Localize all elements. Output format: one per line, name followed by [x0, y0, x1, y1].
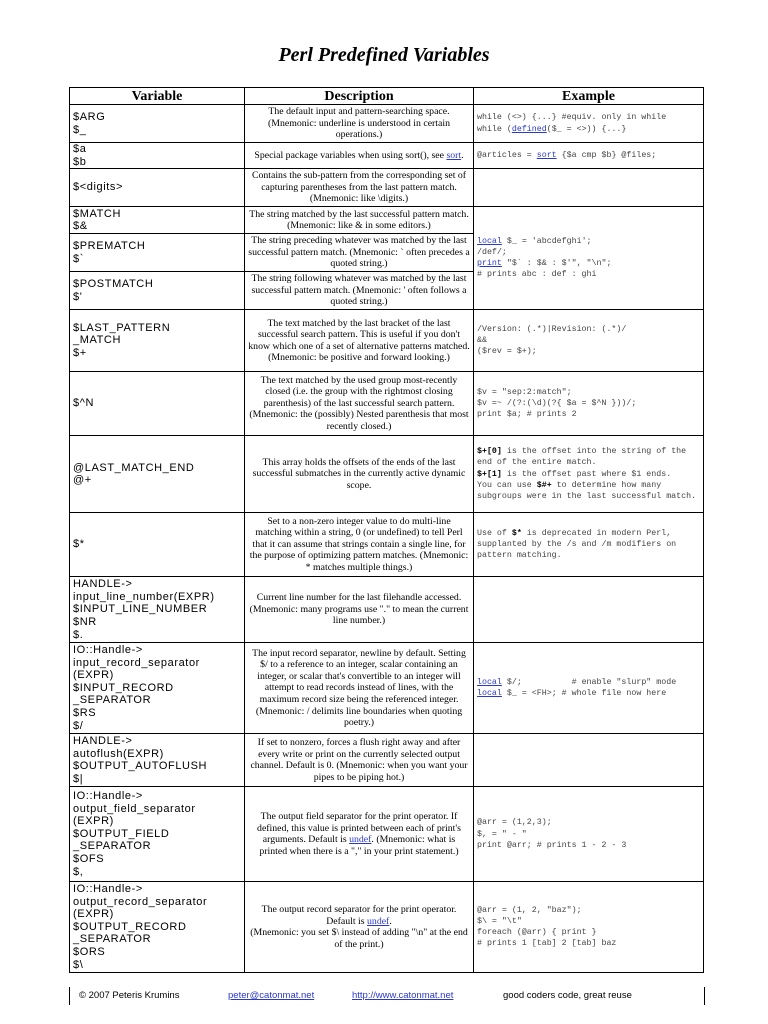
print-link[interactable]: print	[477, 259, 502, 269]
example-cell	[474, 143, 704, 169]
example-text: is deprecated in modern Perl, supplanted by the /s and /m modifiers on pattern matching.	[477, 528, 682, 561]
example-text: Use of	[477, 528, 512, 538]
description-text: . (Mnemonic: what is printed when there is a "," in your print statement.)	[259, 834, 459, 857]
page-footer	[69, 987, 705, 1005]
sort-link[interactable]: sort	[446, 149, 462, 161]
description-text: The output record separator for the print operator. Default is	[261, 904, 457, 927]
description-cell: The input record separator, newline by default. Setting $/ to a reference to an integer, scalar containing an integer, or scalar that's convertible to an integer will attempt to read records instead of lines, with the maximum record size being the referenced integer. (Mnemonic: / delimits line boundaries when quoting poetry.)	[245, 643, 474, 734]
example-line	[477, 480, 700, 503]
variable-cell: $*	[70, 513, 245, 577]
undef-link[interactable]: undef	[349, 834, 372, 846]
table-row	[70, 436, 704, 513]
description-cell: The string preceding whatever was matched by the last successful pattern match. (Mnemonic: ` often precedes a quoted string.)	[245, 234, 474, 272]
example-text: $_ = 'abcdefghi';	[501, 236, 592, 246]
example-cell	[474, 787, 704, 882]
example-cell	[474, 310, 704, 372]
variable-cell: IO::Handle-> input_record_separator (EXPR) $INPUT_RECORD _SEPARATOR $RS $/	[70, 643, 245, 734]
example-line	[477, 688, 700, 699]
motto-text: good coders code, great reuse	[503, 990, 632, 1001]
example-cell	[474, 436, 704, 513]
defined-link[interactable]: defined	[511, 124, 547, 134]
description-cell: Current line number for the last filehandle accessed. (Mnemonic: many programs use "." to mean the current line number.)	[245, 577, 474, 643]
variable-cell: IO::Handle-> output_record_separator (EXPR) $OUTPUT_RECORD _SEPARATOR $ORS $\	[70, 882, 245, 973]
description-text: Special package variables when using sort(), see	[254, 149, 447, 161]
local-link[interactable]: local	[477, 677, 502, 687]
example-line: print @arr; # prints 1 - 2 - 3	[477, 840, 627, 850]
example-line: /Version: (.*)|Revision: (.*)/	[477, 324, 627, 334]
table-row	[70, 513, 704, 577]
table-row	[70, 734, 704, 787]
description-cell: Set to a non-zero integer value to do multi-line matching within a string, 0 (or undefined) to tell Perl that it can assume that strings contain a single line, for the purpose of optimizing pattern matches. (Mnemonic: * matches multiple things.)	[245, 513, 474, 577]
description-line: (Mnemonic: you set $\ instead of adding "\n" at the end of the print.)	[250, 927, 468, 950]
description-cell: The string following whatever was matched by the last successful pattern match. (Mnemonic: ' often follows a quoted string.)	[245, 272, 474, 310]
variable-cell: IO::Handle-> output_field_separator (EXPR) $OUTPUT_FIELD _SEPARATOR $OFS $,	[70, 787, 245, 882]
description-cell: If set to nonzero, forces a flush right away and after every write or print on the currently selected output channel. Default is 0. (Mnemonic: when you want your pipes to be piping hot.)	[245, 734, 474, 787]
example-text: is the offset past where $1 ends.	[501, 469, 672, 479]
description-cell: This array holds the offsets of the ends of the last successful submatches in the currently active dynamic scope.	[245, 436, 474, 513]
example-line: # prints 1 [tab] 2 [tab] baz	[477, 939, 617, 949]
example-line: @arr = (1,2,3);	[477, 818, 552, 828]
table-row	[70, 105, 704, 143]
description-cell	[245, 882, 474, 973]
table-row	[70, 169, 704, 207]
example-cell	[474, 643, 704, 734]
description-cell: Contains the sub-pattern from the corresponding set of capturing parentheses from the last pattern match. (Mnemonic: like \digits.)	[245, 169, 474, 207]
example-cell	[474, 734, 704, 787]
example-line: /def/;	[477, 247, 507, 257]
example-text: $/; # enable "slurp" mode	[501, 677, 677, 687]
variables-table	[69, 87, 704, 973]
variable-cell: $^N	[70, 372, 245, 436]
example-text: $_ = <FH>; # whole file now here	[501, 689, 667, 699]
example-cell	[474, 882, 704, 973]
header-description: Description	[245, 88, 474, 105]
example-text: "$` : $& : $'", "\n";	[501, 259, 612, 269]
description-cell	[245, 143, 474, 169]
example-line	[477, 124, 700, 135]
table-row	[70, 882, 704, 973]
table-row	[70, 372, 704, 436]
example-line: @arr = (1, 2, "baz");	[477, 905, 582, 915]
example-cell	[474, 105, 704, 143]
example-line: &&	[477, 336, 487, 346]
variable-cell: $LAST_PATTERN _MATCH $+	[70, 310, 245, 372]
page-title: Perl Predefined Variables	[278, 44, 490, 66]
table-row	[70, 310, 704, 372]
description-cell: The text matched by the last bracket of the last successful search pattern. This is useful if you don't know which one of a set of alternative patterns matched. (Mnemonic: be positive and forward looking.)	[245, 310, 474, 372]
undef-link[interactable]: undef	[367, 915, 390, 927]
example-line	[477, 236, 700, 247]
example-line: while (<>) {...} #equiv. only in while	[477, 113, 667, 123]
example-line	[477, 346, 700, 357]
table-row	[70, 577, 704, 643]
example-text: @articles =	[477, 150, 537, 160]
example-code: $*	[511, 528, 522, 538]
description-cell: The default input and pattern-searching space. (Mnemonic: underline is understood in certain operations.)	[245, 105, 474, 143]
example-line: # prints abc : def : ghi	[477, 270, 597, 280]
header-example: Example	[474, 88, 704, 105]
website-link[interactable]: http://www.catonmat.net	[352, 990, 454, 1001]
description-text: .	[389, 915, 392, 927]
example-line: $\ = "\t"	[477, 916, 522, 926]
description-text: .	[461, 149, 464, 161]
description-cell: The text matched by the used group most-recently closed (i.e. the group with the rightmost closing parenthesis) of the last successful search pattern. (Mnemonic: the (possibly) Nested parenthesis that most recently closed.)	[245, 372, 474, 436]
variable-cell: $POSTMATCH $'	[70, 272, 245, 310]
header-variable: Variable	[70, 88, 245, 105]
example-cell	[474, 169, 704, 207]
example-line: $v =~ /(?:(\d)(?{ $a = $^N }))/;	[477, 399, 637, 409]
example-cell	[474, 577, 704, 643]
example-line: $v = "sep:2:match";	[477, 387, 572, 397]
example-text: {$a cmp $b} @files;	[556, 150, 657, 160]
sort-link[interactable]: sort	[536, 150, 557, 160]
description-text: The output field separator for the print operator. If defined, this value is printed between each of print's arguments. Default is	[257, 811, 461, 846]
example-text: ($rev = $+);	[477, 347, 537, 357]
example-line: print $a; # prints 2	[477, 410, 577, 420]
variable-cell: $PREMATCH $`	[70, 234, 245, 272]
example-line: foreach (@arr) { print }	[477, 928, 597, 938]
description-cell: The string matched by the last successful pattern match. (Mnemonic: like & in some editors.)	[245, 207, 474, 234]
table-header-row	[70, 88, 704, 105]
table-row	[70, 207, 704, 234]
example-code: $+[1]	[477, 469, 502, 479]
local-link[interactable]: local	[477, 689, 502, 699]
example-line	[477, 677, 700, 688]
copyright-text: © 2007 Peteris Krumins	[79, 990, 180, 1001]
example-line	[477, 469, 700, 480]
variable-cell: $MATCH $&	[70, 207, 245, 234]
example-cell	[474, 513, 704, 577]
table-row	[70, 143, 704, 169]
example-line	[477, 258, 700, 269]
variable-cell: @LAST_MATCH_END @+	[70, 436, 245, 513]
email-link[interactable]: peter@catonmat.net	[228, 990, 315, 1001]
example-code: $#+	[536, 480, 552, 490]
example-text: You can use	[477, 480, 537, 490]
example-code: $+[0]	[477, 446, 502, 456]
description-cell	[245, 787, 474, 882]
table-row	[70, 643, 704, 734]
example-cell	[474, 207, 704, 310]
example-cell	[474, 372, 704, 436]
local-link[interactable]: local	[477, 236, 502, 246]
variable-cell: HANDLE-> input_line_number(EXPR) $INPUT_LINE_NUMBER $NR $.	[70, 577, 245, 643]
table-row	[70, 787, 704, 882]
example-text: to determine how many subgroups were in the last successful match.	[477, 480, 697, 502]
variable-cell: $a $b	[70, 143, 245, 169]
example-line: $, = " - "	[477, 829, 527, 839]
example-text: ($_ = <>)) {...}	[546, 124, 627, 134]
variable-cell: $ARG $_	[70, 105, 245, 143]
variable-cell: HANDLE-> autoflush(EXPR) $OUTPUT_AUTOFLUSH $|	[70, 734, 245, 787]
variable-cell: $<digits>	[70, 169, 245, 207]
example-text: while (	[477, 124, 512, 134]
example-text: is the offset into the string of the end of the entire match.	[477, 446, 692, 468]
